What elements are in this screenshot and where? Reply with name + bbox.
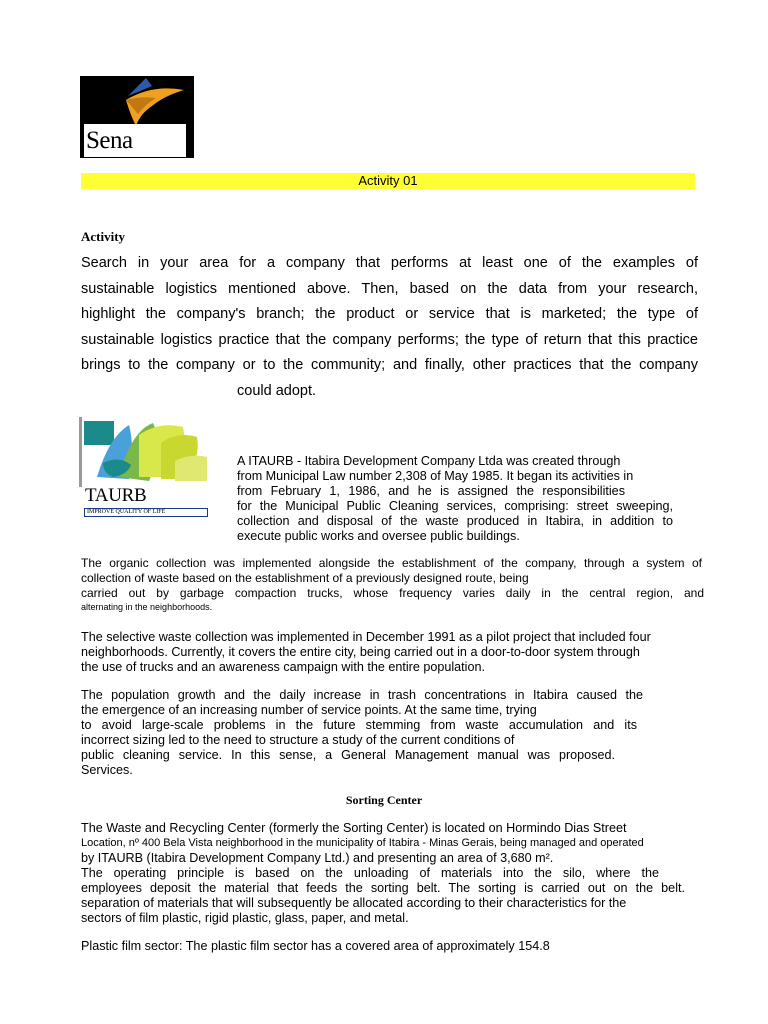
intro-line: collection and disposal of the waste produced in Itabira, in addition to — [237, 514, 673, 528]
sorting-line: sectors of film plastic, rigid plastic, glass, paper, and metal. — [81, 911, 409, 925]
intro-line: from Municipal Law number 2,308 of May 1985. It began its activities in — [237, 469, 634, 483]
sorting-line: The operating principle is based on the unloading of materials into the silo, where the — [81, 866, 659, 880]
intro-line: A ITAURB - Itabira Development Company Ltda was created through — [237, 454, 621, 468]
sorting-line: separation of materials that will subsequently be allocated according to their characteristics for the — [81, 896, 627, 910]
growth-line: public cleaning service. In this sense, a General Management manual was proposed. — [81, 748, 615, 762]
growth-line: incorrect sizing led to the need to structure a study of the current conditions of — [81, 733, 515, 747]
selective-paragraph — [81, 630, 685, 675]
organic-line: alternating in the neighborhoods. — [81, 602, 213, 612]
activity-line: could adopt. — [237, 382, 317, 399]
growth-line: The population growth and the daily increase in trash concentrations in Itabira caused the — [81, 688, 643, 702]
intro-line: execute public works and oversee public buildings. — [237, 529, 520, 543]
organic-line: carried out by garbage compaction trucks, whose frequency varies daily in the central region, and — [81, 586, 704, 600]
selective-line: The selective waste collection was implemented in December 1991 as a pilot project that included four — [81, 630, 651, 644]
organic-paragraph — [81, 556, 702, 613]
sorting-line: The Waste and Recycling Center (formerly the Sorting Center) is located on Hormindo Dias Street — [81, 821, 627, 835]
activity-line: sustainable logistics practice that the company performs; the type of return that this practice — [81, 331, 698, 348]
sorting-line: employees deposit the material that feeds the sorting belt. The sorting is carried out on the belt. — [81, 881, 685, 895]
activity-body — [81, 252, 698, 405]
activity-line: sustainable logistics mentioned above. Then, based on the data from your research, — [81, 280, 698, 297]
organic-line: The organic collection was implemented alongside the establishment of the company, through a system of — [81, 556, 702, 570]
activity-heading: Activity — [81, 229, 126, 244]
sorting-center-heading: Sorting Center — [345, 793, 423, 807]
sorting-line: by ITAURB (Itabira Development Company Ltd.) and presenting an area of 3,680 m². — [81, 851, 554, 865]
sorting-line: Location, nº 400 Bela Vista neighborhood in the municipality of Itabira - Minas Gerais, being managed and operated — [81, 837, 644, 849]
taurb-logo-text: TAURB — [85, 485, 147, 506]
growth-line: the emergence of an increasing number of service points. At the same time, trying — [81, 703, 537, 717]
selective-line: neighborhoods. Currently, it covers the entire city, being carried out in a door-to-door system through — [81, 645, 640, 659]
activity-line: brings to the company or to the community; and finally, other practices that the company — [81, 357, 698, 373]
taurb-tagline: IMPROVE QUALITY OF LIFE — [84, 508, 208, 517]
growth-paragraph — [81, 688, 643, 778]
growth-line: Services. — [81, 763, 133, 777]
sorting-paragraph — [81, 821, 693, 926]
organic-line: collection of waste based on the establishment of a previously designed route, being — [81, 571, 529, 585]
sena-logo — [80, 76, 194, 158]
activity-line: Search in your area for a company that performs at least one of the examples of — [81, 255, 698, 271]
taurb-emblem-icon — [79, 417, 210, 487]
activity-banner: Activity 01 — [81, 173, 695, 189]
growth-line: to avoid large-scale problems in the future stemming from waste accumulation and its — [81, 718, 637, 732]
plastic-film-line: Plastic film sector: The plastic film sector has a covered area of approximately 154.8 — [81, 939, 550, 953]
selective-line: the use of trucks and an awareness campaign with the entire population. — [81, 660, 485, 674]
intro-line: for the Municipal Public Cleaning services, comprising: street sweeping, — [237, 499, 673, 513]
intro-line: from February 1, 1986, and he is assigned the responsibilities — [237, 484, 625, 498]
plastic-film-paragraph — [81, 939, 550, 954]
taurb-logo — [79, 417, 210, 519]
intro-paragraph — [237, 454, 673, 544]
activity-line: highlight the company's branch; the product or service that is marketed; the type of — [81, 306, 698, 322]
sena-logo-text: Sena — [84, 124, 186, 157]
